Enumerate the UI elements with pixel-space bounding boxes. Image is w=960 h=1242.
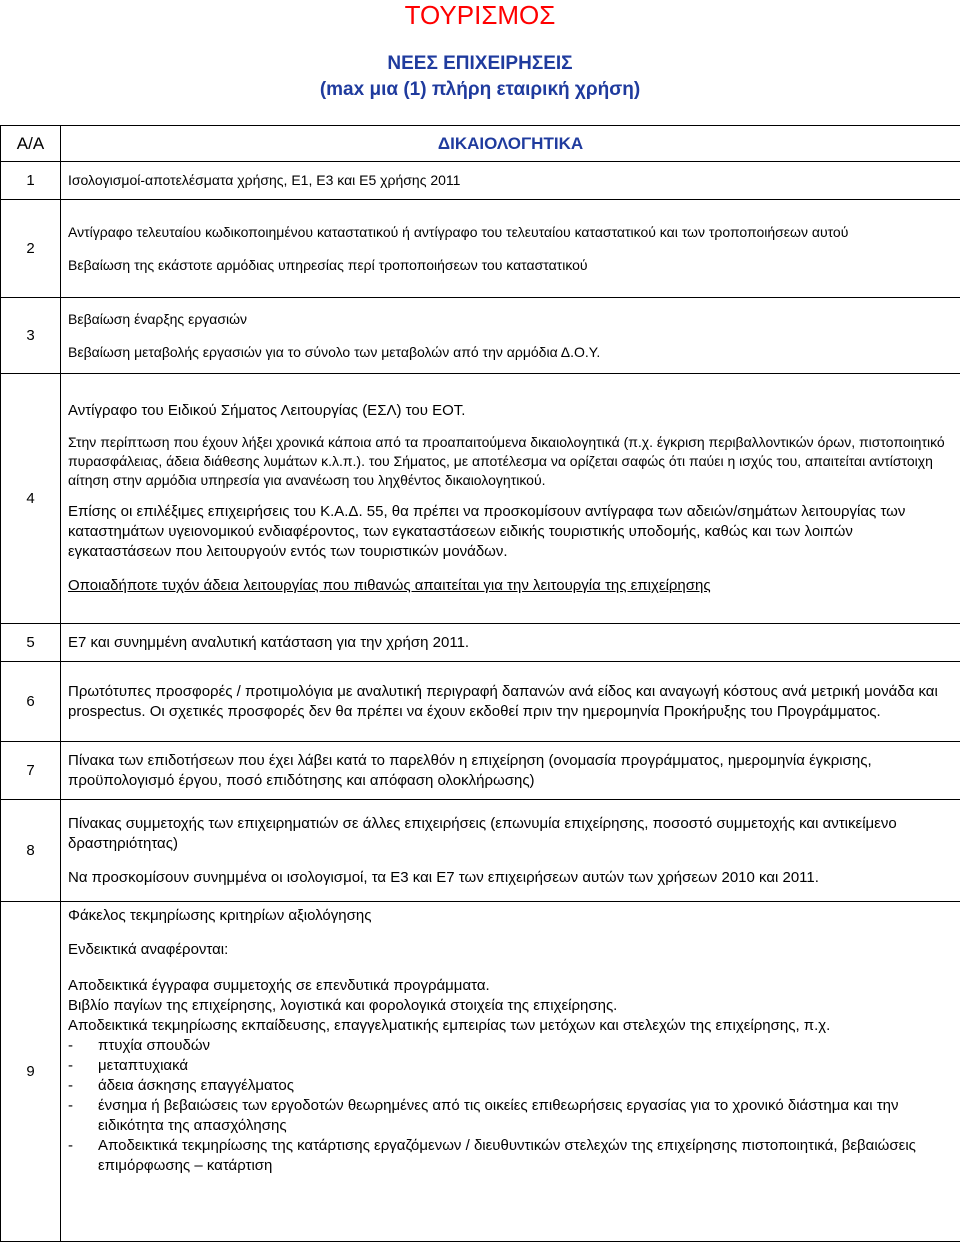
document-item: Φάκελος τεκμηρίωσης κριτηρίων αξιολόγησης xyxy=(68,906,956,926)
row-content xyxy=(61,742,960,800)
bullet-marker: - xyxy=(68,1136,98,1176)
list-item xyxy=(68,1076,956,1096)
table-row xyxy=(1,374,960,624)
document-item: Βεβαίωση έναρξης εργασιών xyxy=(68,310,956,329)
row-content xyxy=(61,200,960,298)
subtitle-line-2: (max μια (1) πλήρη εταιρική χρήση) xyxy=(0,77,960,103)
table-row xyxy=(1,298,960,374)
list-item-text: Αποδεικτικά τεκμηρίωσης της κατάρτισης εργαζόμενων / διευθυντικών στελεχών της επιχείρησης πιστοποιητικά, βεβαιώσεις επιμόρφωσης – κατάρτιση xyxy=(98,1136,956,1176)
list-item-text: άδεια άσκησης επαγγέλματος xyxy=(98,1076,956,1096)
row-number: 2 xyxy=(1,200,61,298)
document-item: Αποδεικτικά τεκμηρίωσης εκπαίδευσης, επαγγελματικής εμπειρίας των μετόχων και στελεχών της επιχείρησης, π.χ. xyxy=(68,1016,956,1036)
list-item-text: ένσημα ή βεβαιώσεις των εργοδοτών θεωρημένες από τις οικείες επιθεωρήσεις εργασίας για το χρονικό διάστημα και την ειδικότητα της απασχόλησης xyxy=(98,1096,956,1136)
row-number: 7 xyxy=(1,742,61,800)
list-item xyxy=(68,1136,956,1176)
document-item: Αντίγραφο τελευταίου κωδικοποιημένου καταστατικού ή αντίγραφο του τελευταίου καταστατικού και των τροποποιήσεων αυτού xyxy=(68,223,956,242)
bullet-marker: - xyxy=(68,1036,98,1056)
document-item: Οποιαδήποτε τυχόν άδεια λειτουργίας που πιθανώς απαιτείται για την λειτουργία της επιχείρησης xyxy=(68,576,956,596)
table-row xyxy=(1,200,960,298)
row-content xyxy=(61,624,960,662)
document-item: Να προσκομίσουν συνημμένα οι ισολογισμοί, τα Ε3 και Ε7 των επιχειρήσεων αυτών των χρήσεων 2010 και 2011. xyxy=(68,868,956,888)
bullet-marker: - xyxy=(68,1096,98,1136)
table-row xyxy=(1,662,960,742)
subtitle-line-1: ΝΕΕΣ ΕΠΙΧΕΙΡΗΣΕΙΣ xyxy=(0,51,960,77)
row-content xyxy=(61,162,960,200)
row-number: 5 xyxy=(1,624,61,662)
row-content xyxy=(61,374,960,624)
row-number: 8 xyxy=(1,800,61,902)
document-item: Στην περίπτωση που έχουν λήξει χρονικά κάποια από τα προαπαιτούμενα δικαιολογητικά (π.χ. έγκριση περιβαλλοντικών όρων, πιστοποιητικό πυρασφάλειας, άδεια διάθεσης λυμάτων κ.λ.π.). του Σήματος, με αποτέλεσμα να ορίζεται σαφώς ότι παύει η ισχύς του, απαιτείται αντίστοιχη αίτηση στην αρμόδια υπηρεσία για ανανέωση του ληχθέντος δικαιολογητικού. xyxy=(68,433,956,490)
document-item: Επίσης οι επιλέξιμες επιχειρήσεις του Κ.Α.Δ. 55, θα πρέπει να προσκομίσουν αντίγραφα των αδειών/σημάτων λειτουργίας των καταστημάτων υγειονομικού ενδιαφέροντος, των εγκαταστάσεων ειδικής τουριστικής υποδομής, καθώς και των λοιπών εγκαταστάσεων που λειτουργούν εντός των τουριστικών μονάδων. xyxy=(68,502,956,562)
document-item: Ε7 και συνημμένη αναλυτική κατάσταση για την χρήση 2011. xyxy=(68,633,956,653)
table-row xyxy=(1,902,960,1242)
document-item: Αποδεικτικά έγγραφα συμμετοχής σε επενδυτικά προγράμματα. xyxy=(68,976,956,996)
table-row xyxy=(1,742,960,800)
document-item: Βιβλίο παγίων της επιχείρησης, λογιστικά και φορολογικά στοιχεία της επιχείρησης. xyxy=(68,996,956,1016)
document-item: Πρωτότυπες προσφορές / προτιμολόγια με αναλυτική περιγραφή δαπανών ανά είδος και αναγωγή κόστους ανά μετρική μονάδα και prospectus. Οι σχετικές προσφορές δεν θα πρέπει να έχουν εκδοθεί πριν την ημερομηνία Προκήρυξης του Προγράμματος. xyxy=(68,682,956,722)
table-row xyxy=(1,624,960,662)
row-content xyxy=(61,800,960,902)
document-item: Ενδεικτικά αναφέρονται: xyxy=(68,940,956,960)
bullet-marker: - xyxy=(68,1076,98,1096)
list-item-text: πτυχία σπουδών xyxy=(98,1036,956,1056)
list-item xyxy=(68,1056,956,1076)
row-content xyxy=(61,662,960,742)
column-header-documents: ΔΙΚΑΙΟΛΟΓΗΤΙΚΑ xyxy=(61,126,960,162)
column-header-number: Α/Α xyxy=(1,126,61,162)
document-item: Βεβαίωση μεταβολής εργασιών για το σύνολο των μεταβολών από την αρμόδια Δ.Ο.Υ. xyxy=(68,343,956,362)
row-number: 4 xyxy=(1,374,61,624)
row-number: 1 xyxy=(1,162,61,200)
document-item: Ισολογισμοί-αποτελέσματα χρήσης, Ε1, Ε3 και Ε5 χρήσης 2011 xyxy=(68,171,956,190)
row-number: 6 xyxy=(1,662,61,742)
list-item xyxy=(68,1096,956,1136)
document-item: Πίνακα των επιδοτήσεων που έχει λάβει κατά το παρελθόν η επιχείρηση (ονομασία προγράμματος, ημερομηνία έγκρισης, προϋπολογισμό έργου, ποσό επιδότησης και απόφαση ολοκλήρωσης) xyxy=(68,751,956,791)
table-row xyxy=(1,800,960,902)
row-content xyxy=(61,298,960,374)
bullet-marker: - xyxy=(68,1056,98,1076)
row-content xyxy=(61,902,960,1242)
list-item xyxy=(68,1036,956,1056)
document-item: Πίνακας συμμετοχής των επιχειρηματιών σε άλλες επιχειρήσεις (επωνυμία επιχείρησης, ποσοστό συμμετοχής και αντικείμενο δραστηριότητας) xyxy=(68,814,956,854)
row-number: 3 xyxy=(1,298,61,374)
documents-table xyxy=(0,125,960,1242)
page-title: ΤΟΥΡΙΣΜΟΣ xyxy=(0,0,960,30)
table-row xyxy=(1,162,960,200)
row-number: 9 xyxy=(1,902,61,1242)
list-item-text: μεταπτυχιακά xyxy=(98,1056,956,1076)
document-item: Αντίγραφο του Ειδικού Σήματος Λειτουργίας (ΕΣΛ) του ΕΟΤ. xyxy=(68,401,956,421)
table-header-row xyxy=(1,126,960,162)
document-item: Βεβαίωση της εκάστοτε αρμόδιας υπηρεσίας περί τροποποιήσεων του καταστατικού xyxy=(68,256,956,275)
